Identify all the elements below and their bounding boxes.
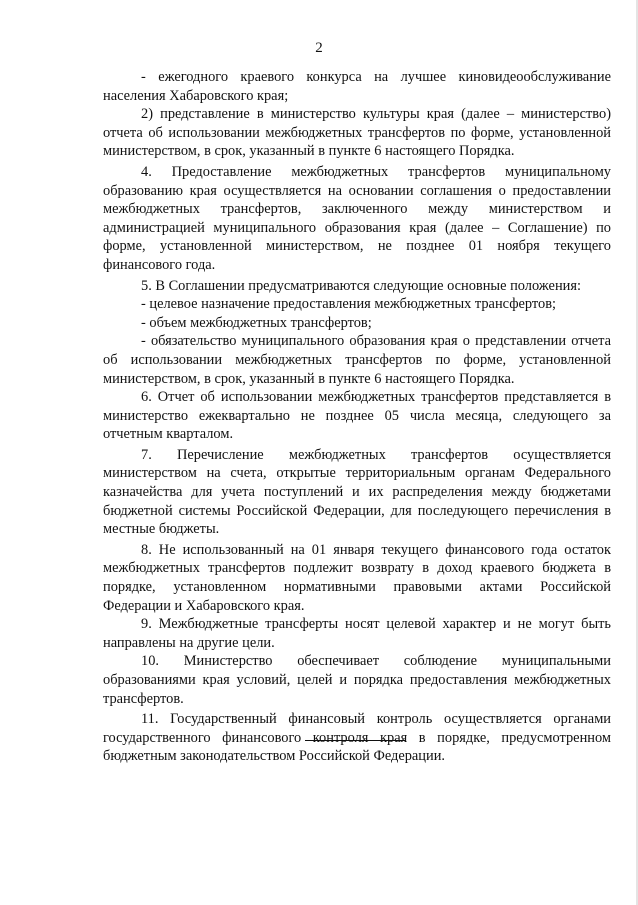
paragraph-contest-item: - ежегодного краевого конкурса на лучшее киновидеообслуживание населения Хабаровского края;	[103, 69, 611, 104]
paragraph-clause-10: 10. Министерство обеспечивает соблюдение муниципальными образованиями края условий, целей и порядка предоставления межбюджетных трансфертов.	[103, 653, 611, 707]
paragraph-report-submission: 2) представление в министерство культуры края (далее – министерство) отчета об использовании межбюджетных трансфертов по форме, установленной министерством, в срок, указанный в пункте 6 настоящего Порядка.	[103, 106, 611, 160]
paragraph-clause-7: 7. Перечисление межбюджетных трансфертов осуществляется министерством на счета, открытые территориальным органам Федерального казначейства для учета поступлений и их распределения между бюджетами бюджетной системы Российской Федерации, для последующего перечисления в местные бюджеты.	[103, 446, 611, 538]
paragraph-clause-5-item-obligation: - обязательство муниципального образования края о представлении отчета об использовании межбюджетных трансфертов по форме, установленной министерством, в срок, указанный в пункте 6 настоящего Порядка.	[103, 333, 611, 387]
closing-divider	[305, 740, 405, 741]
paragraph-clause-11: 11. Государственный финансовый контроль осуществляется органами государственного финансового контроля края в порядке, предусмотренном бюджетным законодательством Российской Федерации.	[103, 711, 611, 765]
paragraph-clause-9: 9. Межбюджетные трансферты носят целевой характер и не могут быть направлены на другие цели.	[103, 616, 611, 651]
paragraph-clause-4: 4. Предоставление межбюджетных трансфертов муниципальному образованию края осуществляется на основании соглашения о предоставлении межбюджетных трансфертов, заключенного между министерством и администрацией муниципального образования края (далее – Соглашение) по форме, установленной министерством, не позднее 01 ноября текущего финансового года.	[103, 163, 611, 273]
paragraph-clause-6: 6. Отчет об использовании межбюджетных трансфертов представляется в министерство ежеквартально не позднее 05 числа месяца, следующего за отчетным кварталом.	[103, 389, 611, 443]
paragraph-clause-5: 5. В Соглашении предусматриваются следующие основные положения:	[141, 277, 581, 294]
page-number: 2	[315, 40, 323, 56]
paragraph-clause-5-item-purpose: - целевое назначение предоставления межбюджетных трансфертов;	[141, 296, 557, 313]
document-body	[103, 68, 611, 766]
paragraph-clause-8: 8. Не использованный на 01 января текущего финансового года остаток межбюджетных трансфертов подлежит возврату в доход краевого бюджета в порядке, установленном нормативными правовыми актами Российской Федерации и Хабаровского края.	[103, 541, 611, 614]
paragraph-clause-5-item-volume: - объем межбюджетных трансфертов;	[141, 314, 372, 331]
